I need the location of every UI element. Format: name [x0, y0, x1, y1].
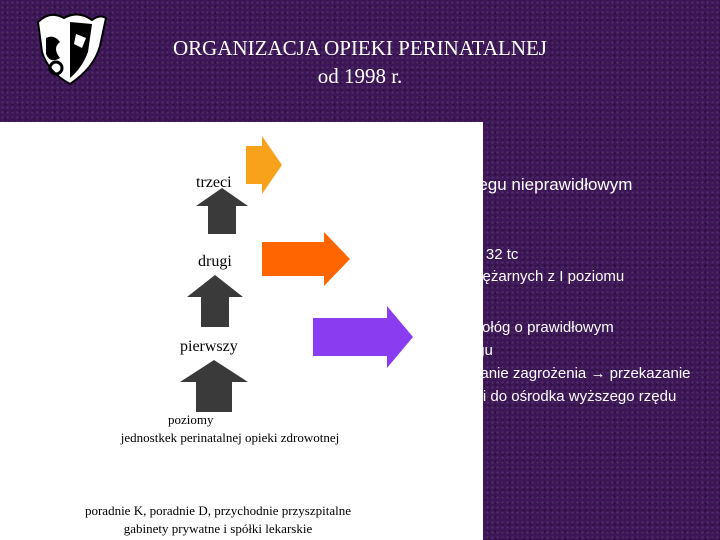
units-caption-line-2: gabinety prywatne i spółki lekarskie [123, 521, 313, 536]
list-item: ▪ → przymowanie ciężarnych z I poziomu [346, 268, 625, 285]
title-line-2: od 1998 r. [317, 64, 403, 88]
list-item: ▪ wszystkie ciąże o przebiegu nieprawidłowym [282, 175, 633, 194]
up-arrow-icon [196, 188, 248, 234]
up-arrow-icon [180, 360, 248, 412]
levels-caption [40, 411, 420, 447]
first-level-list [413, 316, 713, 408]
levels-caption-line-1: poziomy [168, 412, 214, 427]
first-level-arrow [313, 306, 413, 368]
list-item: ▪ pp przed 32 tc [282, 198, 404, 217]
title-line-1: ORGANIZACJA OPIEKI PERINATALNEJ [173, 36, 547, 60]
list-item: ▪ ciąża i połóg o prawidłowym przebiegu [413, 319, 614, 359]
list-item: ▪ ośrodek referencyjny [282, 152, 454, 171]
third-level-arrow [246, 136, 282, 194]
list-item: ▪ zagrażający pp po 32 tc [346, 246, 519, 263]
up-arrow-icon [187, 275, 243, 327]
units-caption-line-1: poradnie K, poradnie D, przychodnie przyszpitalne [84, 503, 352, 518]
list-item: ▪ rozpoznanie zagrożenia → przekazanie pacjentki do ośrodka wyższego rzędu [413, 365, 691, 405]
level-label-second: drugi [198, 253, 232, 270]
third-level-list [282, 150, 720, 219]
levels-caption-line-2: jednostkek perinatalnej opieki zdrowotnej [120, 430, 340, 445]
slide-title [0, 34, 720, 90]
second-level-list [346, 244, 716, 288]
level-label-first: pierwszy [180, 338, 238, 355]
second-level-arrow [262, 232, 350, 286]
level-label-third: trzeci [196, 174, 232, 191]
units-caption [28, 502, 408, 538]
